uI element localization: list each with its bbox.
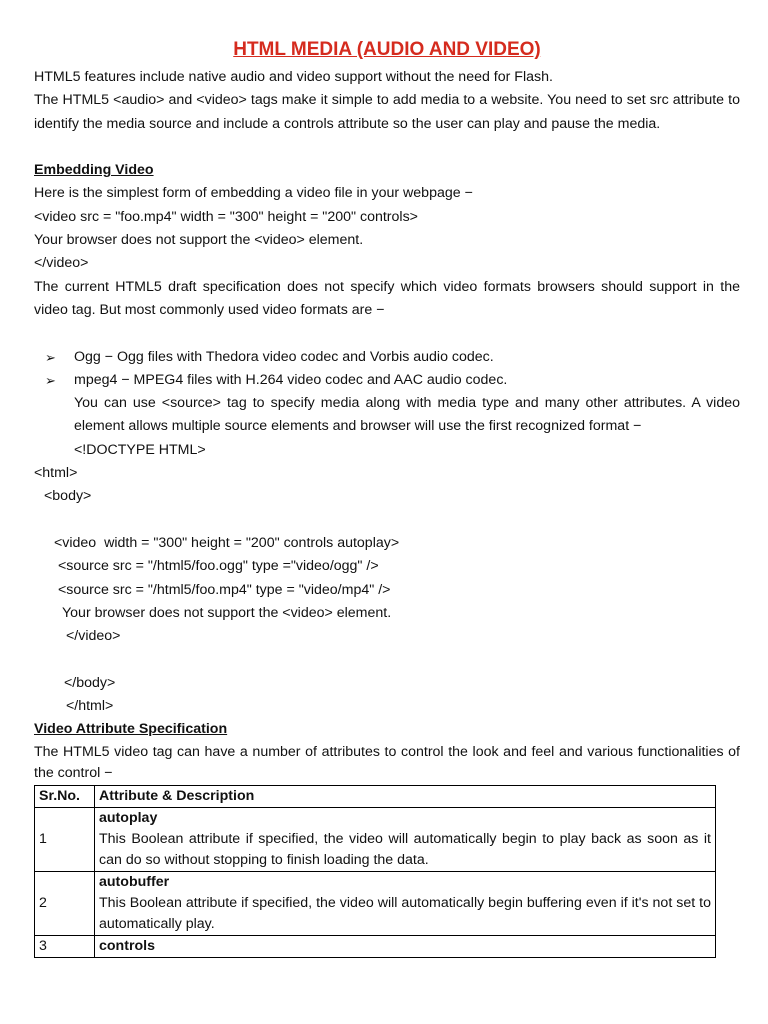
- code-line: </html>: [66, 698, 114, 715]
- list-item: [34, 369, 740, 392]
- attribute-name: controls: [99, 937, 155, 954]
- code-line: <video src = "foo.mp4" width = "300" height = "200" controls>: [34, 208, 418, 225]
- attribute-cell: [95, 935, 716, 957]
- spacer: [34, 648, 740, 671]
- page-title: HTML MEDIA (AUDIO AND VIDEO): [233, 39, 541, 60]
- code-line: </video>: [34, 255, 89, 272]
- embedding-heading: Embedding Video: [34, 162, 154, 179]
- table-row: [35, 807, 716, 871]
- attribute-name: autobuffer: [99, 873, 170, 890]
- code-line: <html>: [34, 465, 78, 482]
- spacer: [34, 322, 740, 345]
- list-item: [34, 346, 740, 369]
- code-line: </body>: [64, 674, 116, 691]
- attribute-cell: [95, 807, 716, 871]
- attribute-name: autoplay: [99, 809, 158, 826]
- embedding-intro: Here is the simplest form of embedding a video file in your webpage −: [34, 185, 473, 202]
- code-line: </video>: [66, 628, 121, 645]
- intro-line: HTML5 features include native audio and video support without the need for Flash.: [34, 69, 553, 85]
- code-line: <source src = "/html5/foo.ogg" type ="video/ogg" />: [58, 558, 379, 575]
- attributes-table: [34, 785, 716, 958]
- arrow-bullet-icon: ➢: [45, 372, 56, 388]
- document-page: [34, 38, 740, 958]
- table-header-row: [35, 785, 716, 807]
- code-line: <source src = "/html5/foo.mp4" type = "video/mp4" />: [58, 581, 391, 598]
- attribute-description: This Boolean attribute if specified, the video will automatically begin buffering even if it's not set to automatically play.: [99, 894, 711, 932]
- row-number: 2: [35, 871, 95, 935]
- formats-paragraph: The current HTML5 draft specification does not specify which video formats browsers should support in the video tag. But most commonly used video formats are −: [34, 278, 740, 318]
- table-row: [35, 871, 716, 935]
- code-line: Your browser does not support the <video> element.: [34, 232, 364, 249]
- table-row: [35, 935, 716, 957]
- formats-list: [34, 346, 740, 393]
- code-line: <video width = "300" height = "200" controls autoplay>: [54, 534, 400, 551]
- attributes-heading: Video Attribute Specification: [34, 721, 228, 738]
- code-line: Your browser does not support the <video> element.: [62, 604, 392, 621]
- spacer: [34, 136, 740, 159]
- attributes-paragraph: The HTML5 video tag can have a number of attributes to control the look and feel and various functionalities of the control −: [34, 743, 740, 781]
- column-header: Sr.No.: [35, 785, 95, 807]
- arrow-bullet-icon: ➢: [45, 349, 56, 365]
- attribute-cell: [95, 871, 716, 935]
- source-paragraph-text: You can use <source> tag to specify media along with media type and many other attributes. A video element allows multiple source elements and browser will use the first recognized format −: [74, 395, 740, 435]
- source-paragraph: [34, 392, 740, 462]
- spacer: [34, 509, 740, 532]
- attribute-description: This Boolean attribute if specified, the video will automatically begin to play back as soon as it can do so without stopping to finish loading the data.: [99, 830, 711, 868]
- doctype-line: <!DOCTYPE HTML>: [74, 441, 206, 458]
- intro-paragraph: The HTML5 <audio> and <video> tags make it simple to add media to a website. You need to set src attribute to identify the media source and include a controls attribute so the user can play and pause the media.: [34, 92, 740, 132]
- row-number: 1: [35, 807, 95, 871]
- column-header: Attribute & Description: [95, 785, 716, 807]
- code-line: <body>: [44, 488, 92, 505]
- list-item-text: Ogg − Ogg files with Thedora video codec and Vorbis audio codec.: [74, 348, 494, 365]
- list-item-text: mpeg4 − MPEG4 files with H.264 video codec and AAC audio codec.: [74, 371, 508, 388]
- row-number: 3: [35, 935, 95, 957]
